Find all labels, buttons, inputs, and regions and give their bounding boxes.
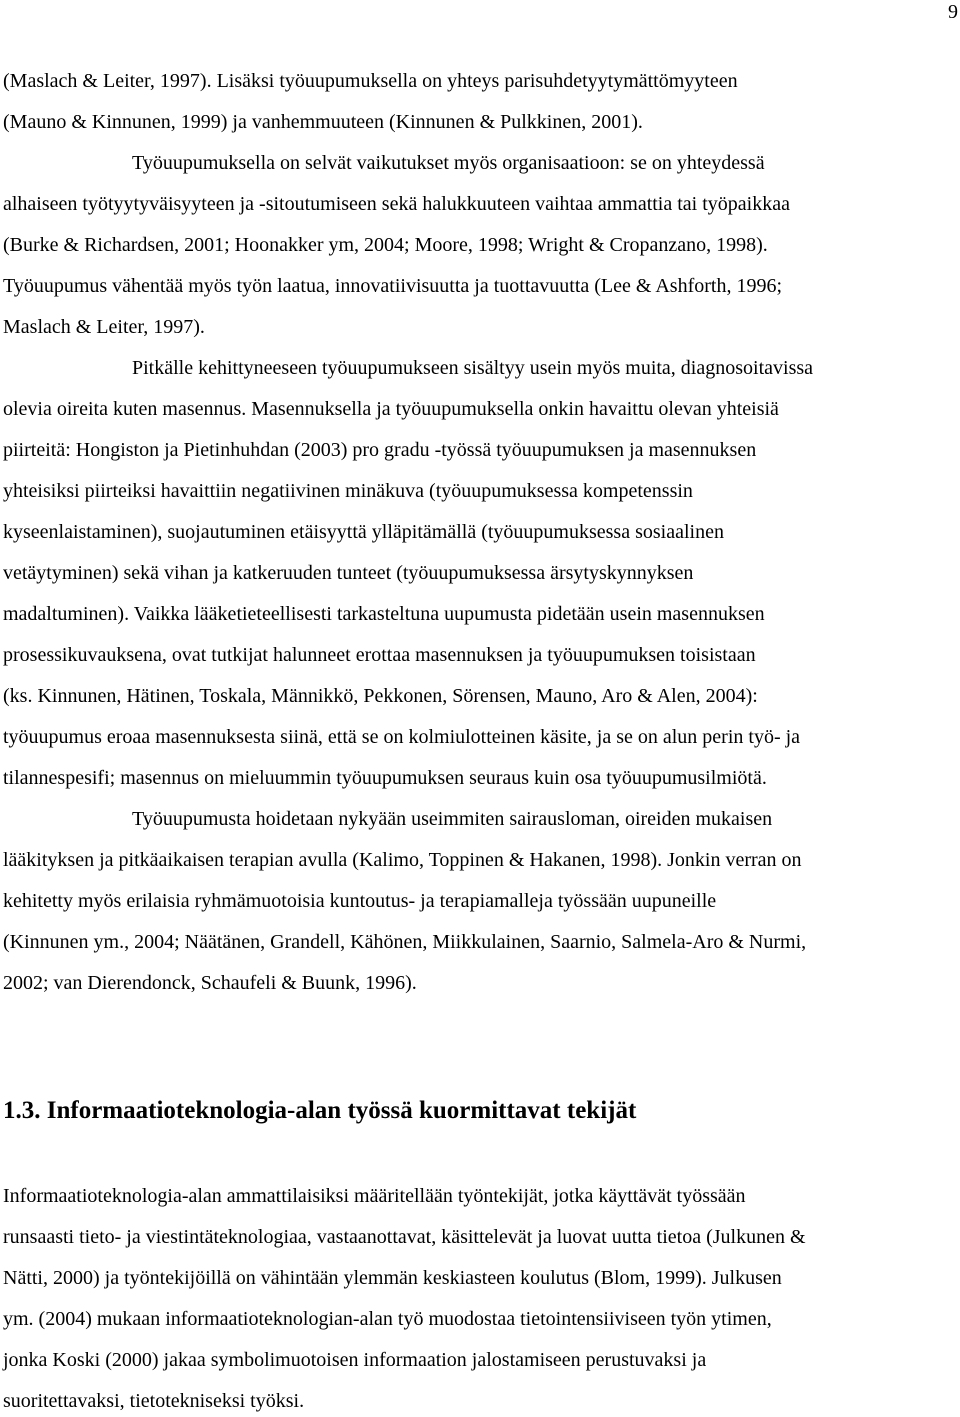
text-line: Maslach & Leiter, 1997). xyxy=(3,316,205,338)
text-line: (Mauno & Kinnunen, 1999) ja vanhemmuuteen (Kinnunen & Pulkkinen, 2001). xyxy=(3,111,643,133)
text-line: (ks. Kinnunen, Hätinen, Toskala, Männikkö, Pekkonen, Sörensen, Mauno, Aro & Alen, 2004): xyxy=(3,685,758,707)
text-line: tilannespesifi; masennus on mieluummin työuupumuksen seuraus kuin osa työuupumusilmiötä. xyxy=(3,767,767,789)
text-line: Työuupumuksella on selvät vaikutukset myös organisaatioon: se on yhteydessä xyxy=(132,152,765,174)
text-line: olevia oireita kuten masennus. Masennuksella ja työuupumuksella onkin havaittu olevan yhteisiä xyxy=(3,398,779,420)
text-line: lääkityksen ja pitkäaikaisen terapian avulla (Kalimo, Toppinen & Hakanen, 1998). Jonkin verran on xyxy=(3,849,802,871)
text-line: Työuupumusta hoidetaan nykyään useimmiten sairausloman, oireiden mukaisen xyxy=(132,808,773,830)
page-number: 9 xyxy=(948,1,958,23)
text-line: yhteisiksi piirteiksi havaittiin negatiivinen minäkuva (työuupumuksessa kompetenssin xyxy=(3,480,693,502)
text-line: Nätti, 2000) ja työntekijöillä on vähintään ylemmän keskiasteen koulutus (Blom, 1999). Julkusen xyxy=(3,1267,782,1289)
text-line: työuupumus eroaa masennuksesta siinä, että se on kolmiulotteinen käsite, ja se on alun perin työ- ja xyxy=(3,726,801,748)
text-line: (Maslach & Leiter, 1997). Lisäksi työuupumuksella on yhteys parisuhdetyytymättömyyteen xyxy=(3,70,738,92)
text-line: piirteitä: Hongiston ja Pietinhuhdan (2003) pro gradu -työssä työuupumuksen ja masennuksen xyxy=(3,439,757,461)
text-line: (Burke & Richardsen, 2001; Hoonakker ym, 2004; Moore, 1998; Wright & Cropanzano, 1998). xyxy=(3,234,768,256)
text-line: kyseenlaistaminen), suojautuminen etäisyyttä ylläpitämällä (työuupumuksessa sosiaalinen xyxy=(3,521,724,543)
text-line: runsaasti tieto- ja viestintäteknologiaa, vastaanottavat, käsittelevät ja luovat uutta tietoa (Julkunen & xyxy=(3,1226,806,1248)
text-line: vetäytyminen) sekä vihan ja katkeruuden tunteet (työuupumuksessa ärsytyskynnyksen xyxy=(3,562,694,584)
text-line: madaltuminen). Vaikka lääketieteellisesti tarkasteltuna uupumusta pidetään usein masennuksen xyxy=(3,603,765,625)
text-line: ym. (2004) mukaan informaatioteknologian-alan työ muodostaa tietointensiiviseen työn ytimen, xyxy=(3,1308,772,1330)
text-line: Työuupumus vähentää myös työn laatua, innovatiivisuutta ja tuottavuutta (Lee & Ashforth, 1996; xyxy=(3,275,783,297)
text-line: Pitkälle kehittyneeseen työuupumukseen sisältyy usein myös muita, diagnosoitavissa xyxy=(132,357,814,379)
text-line: (Kinnunen ym., 2004; Näätänen, Grandell, Kähönen, Miikkulainen, Saarnio, Salmela-Aro & Nurmi, xyxy=(3,931,807,953)
section-heading: 1.3. Informaatioteknologia-alan työssä kuormittavat tekijät xyxy=(3,1097,637,1124)
text-line: suoritettavaksi, tietotekniseksi työksi. xyxy=(3,1390,305,1412)
text-line: kehitetty myös erilaisia ryhmämuotoisia kuntoutus- ja terapiamalleja työssään uupuneille xyxy=(3,890,717,912)
text-line: 2002; van Dierendonck, Schaufeli & Buunk, 1996). xyxy=(3,972,417,994)
text-line: prosessikuvauksena, ovat tutkijat halunneet erottaa masennuksen ja työuupumuksen toisistaan xyxy=(3,644,756,666)
text-line: Informaatioteknologia-alan ammattilaisiksi määritellään työntekijät, jotka käyttävät työssään xyxy=(3,1185,746,1207)
text-line: alhaiseen työtyytyväisyyteen ja -sitoutumiseen sekä halukkuuteen vaihtaa ammattia tai työpaikkaa xyxy=(3,193,790,215)
text-line: jonka Koski (2000) jakaa symbolimuotoisen informaation jalostamiseen perustuvaksi ja xyxy=(3,1349,707,1371)
